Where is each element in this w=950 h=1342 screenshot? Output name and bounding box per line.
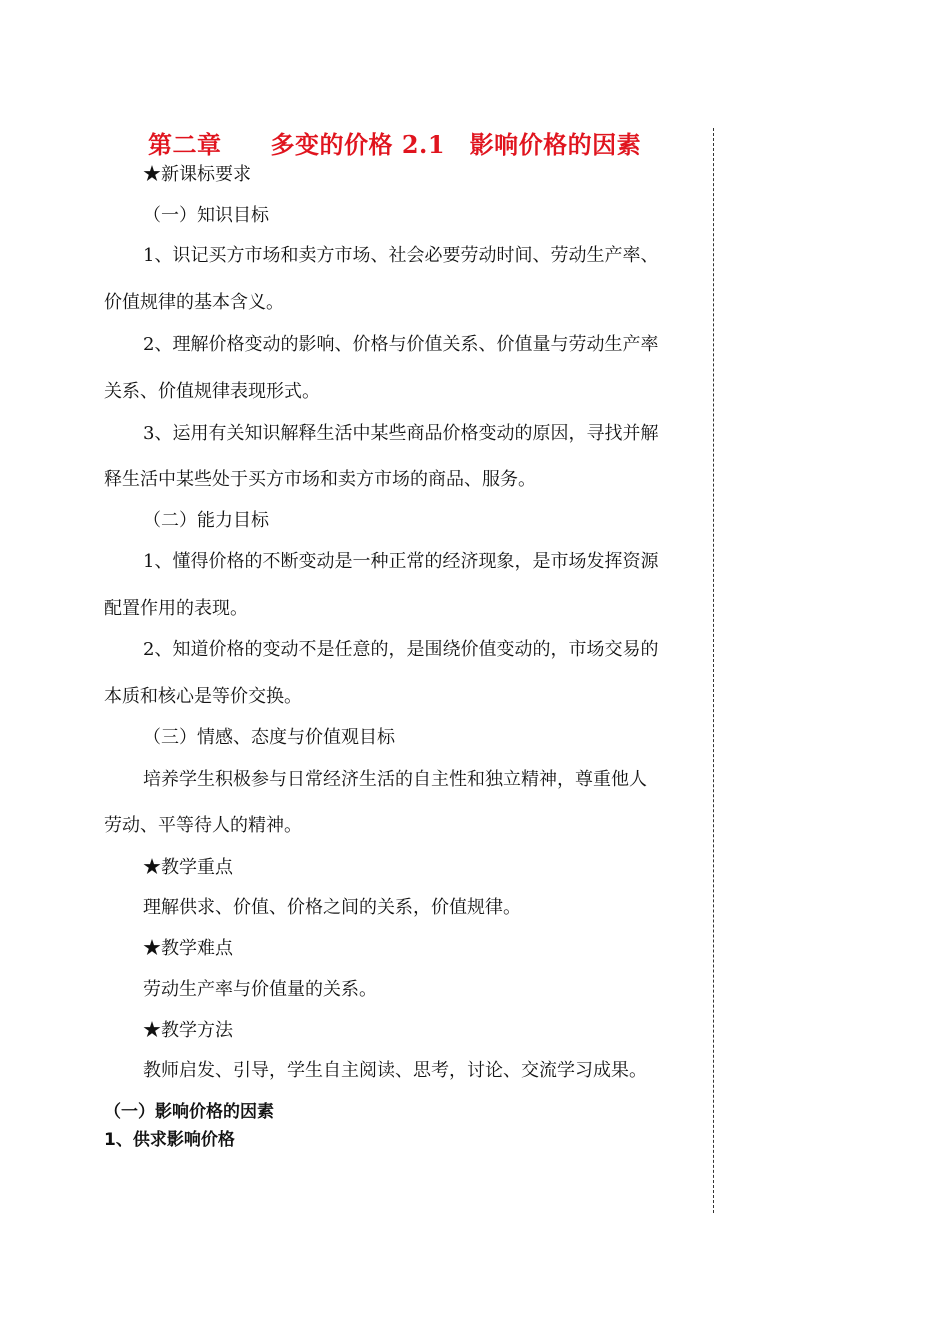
ability-item-2-line-1: 2、知道价格的变动不是任意的，是围绕价值变动的，市场交易的 bbox=[143, 639, 659, 660]
knowledge-goal-heading: （一）知识目标 bbox=[143, 205, 269, 226]
new-standard-heading: ★新课标要求 bbox=[143, 164, 251, 185]
binding-cut-line bbox=[713, 128, 714, 1213]
method-heading: ★教学方法 bbox=[143, 1020, 233, 1041]
supply-demand-heading: 1、供求影响价格 bbox=[104, 1130, 235, 1150]
ability-item-1-line-2: 配置作用的表现。 bbox=[104, 598, 248, 619]
knowledge-item-2-line-2: 关系、价值规律表现形式。 bbox=[104, 381, 320, 402]
method-text: 教师启发、引导，学生自主阅读、思考，讨论、交流学习成果。 bbox=[143, 1060, 647, 1081]
ability-item-1-line-1: 1、懂得价格的不断变动是一种正常的经济现象，是市场发挥资源 bbox=[143, 551, 659, 572]
emotion-item-line-1: 培养学生积极参与日常经济生活的自主性和独立精神，尊重他人 bbox=[143, 769, 647, 790]
knowledge-item-3-line-2: 释生活中某些处于买方市场和卖方市场的商品、服务。 bbox=[104, 469, 536, 490]
difficulty-text: 劳动生产率与价值量的关系。 bbox=[143, 979, 377, 1000]
knowledge-item-1-line-1: 1、识记买方市场和卖方市场、社会必要劳动时间、劳动生产率、 bbox=[143, 245, 659, 266]
factors-heading: （一）影响价格的因素 bbox=[104, 1102, 274, 1122]
knowledge-item-3-line-1: 3、运用有关知识解释生活中某些商品价格变动的原因，寻找并解 bbox=[143, 423, 659, 444]
ability-item-2-line-2: 本质和核心是等价交换。 bbox=[104, 686, 302, 707]
ability-goal-heading: （二）能力目标 bbox=[143, 510, 269, 531]
key-point-heading: ★教学重点 bbox=[143, 857, 233, 878]
knowledge-item-1-line-2: 价值规律的基本含义。 bbox=[104, 292, 284, 313]
emotion-goal-heading: （三）情感、态度与价值观目标 bbox=[143, 727, 395, 748]
emotion-item-line-2: 劳动、平等待人的精神。 bbox=[104, 815, 302, 836]
knowledge-item-2-line-1: 2、理解价格变动的影响、价格与价值关系、价值量与劳动生产率 bbox=[143, 334, 659, 355]
difficulty-heading: ★教学难点 bbox=[143, 938, 233, 959]
page-title: 第二章 多变的价格 2.1 影响价格的因素 bbox=[148, 130, 642, 159]
key-point-text: 理解供求、价值、价格之间的关系，价值规律。 bbox=[143, 897, 521, 918]
